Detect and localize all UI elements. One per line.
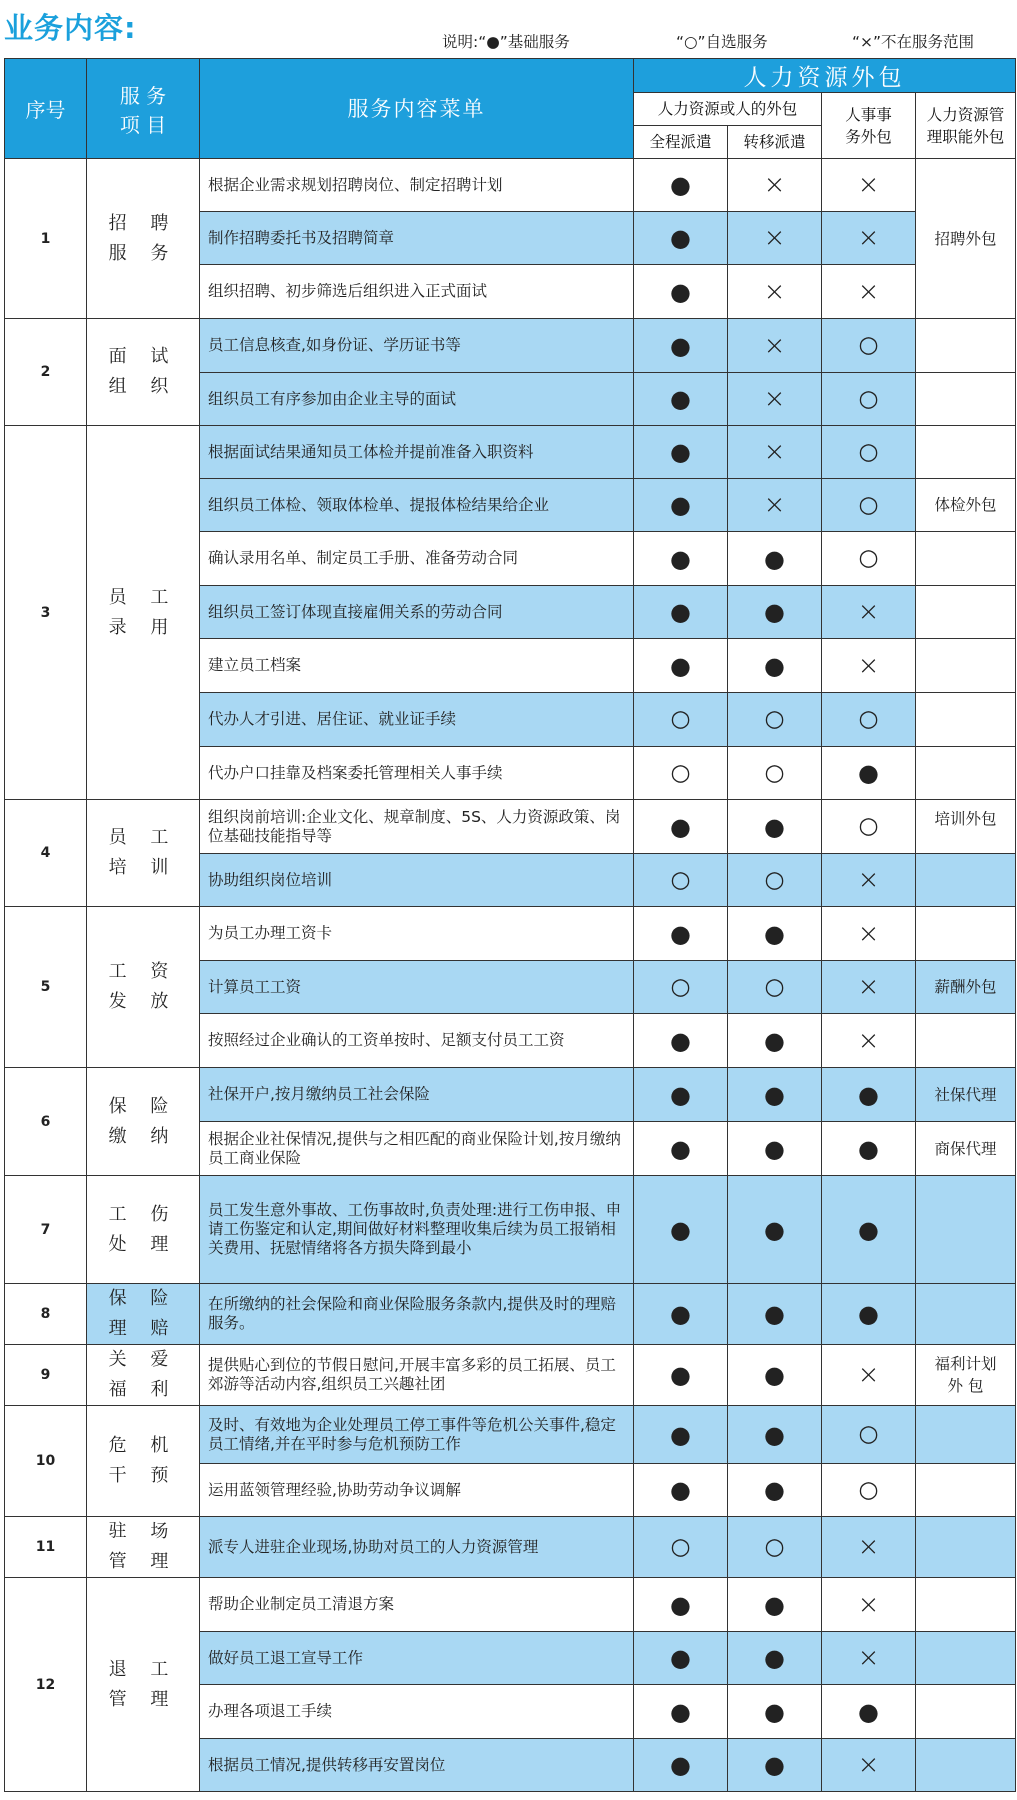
full-dispatch-cell: [634, 1176, 728, 1284]
optional-service-mark: ○: [764, 1533, 785, 1560]
table-row: [5, 907, 1016, 961]
header-full-dispatch: 全程派遣: [634, 126, 728, 159]
hr-affairs-cell: [822, 1122, 916, 1176]
basic-service-mark: ●: [858, 1697, 879, 1726]
basic-service-mark: ●: [670, 1476, 691, 1504]
basic-service-mark: ●: [670, 1697, 691, 1726]
service-category: 工 伤 处 理: [87, 1176, 200, 1284]
service-description: 制作招聘委托书及招聘简章: [200, 212, 634, 265]
hr-affairs-cell: [822, 747, 916, 800]
row-index: 3: [5, 426, 87, 800]
optional-service-mark: ○: [858, 706, 879, 732]
transfer-dispatch-cell: [728, 1464, 822, 1517]
excluded-service-mark: ×: [857, 276, 880, 307]
row-index: 4: [5, 800, 87, 907]
transfer-dispatch-cell: [728, 1176, 822, 1284]
basic-service-mark: ●: [670, 224, 691, 252]
service-category: 员 工 录 用: [87, 426, 200, 800]
hr-affairs-cell: [822, 532, 916, 586]
hr-affairs-cell: [822, 212, 916, 265]
service-category: 工 资 发 放: [87, 907, 200, 1068]
transfer-dispatch-cell: [728, 426, 822, 479]
full-dispatch-cell: [634, 693, 728, 747]
hr-affairs-cell: [822, 159, 916, 212]
basic-service-mark: ●: [764, 1476, 785, 1504]
excluded-service-mark: ×: [763, 330, 786, 361]
hr-mgmt-cell: [916, 1014, 1016, 1068]
service-description: 代办户口挂靠及档案委托管理相关人事手续: [200, 747, 634, 800]
full-dispatch-cell: [634, 1578, 728, 1632]
header-hr-affairs: 人事事 务外包: [822, 93, 916, 159]
page-title: 业务内容:: [4, 11, 137, 45]
transfer-dispatch-cell: [728, 586, 822, 639]
hr-mgmt-cell: [916, 532, 1016, 586]
service-description: 按照经过企业确认的工资单按时、足额支付员工工资: [200, 1014, 634, 1068]
basic-service-mark: ●: [764, 1644, 785, 1672]
service-table: [4, 58, 1016, 1792]
basic-service-mark: ●: [670, 598, 691, 626]
hr-mgmt-cell: 培训外包: [916, 800, 1016, 854]
hr-mgmt-cell: [916, 426, 1016, 479]
hr-affairs-cell: [822, 1578, 916, 1632]
service-description: 为员工办理工资卡: [200, 907, 634, 961]
row-index: 5: [5, 907, 87, 1068]
service-description: 及时、有效地为企业处理员工停工事件等危机公关事件,稳定员工情绪,并在平时参与危机预防工作: [200, 1406, 634, 1464]
table-row: [5, 1284, 1016, 1345]
hr-mgmt-cell: [916, 1176, 1016, 1284]
transfer-dispatch-cell: [728, 1406, 822, 1464]
basic-service-mark: ●: [670, 1134, 691, 1163]
transfer-dispatch-cell: [728, 212, 822, 265]
full-dispatch-cell: [634, 373, 728, 426]
row-index: 1: [5, 159, 87, 319]
service-description: 根据员工情况,提供转移再安置岗位: [200, 1739, 634, 1792]
optional-service-mark: ○: [764, 973, 785, 1000]
hr-mgmt-cell: [916, 1578, 1016, 1632]
service-description: 在所缴纳的社会保险和商业保险服务条款内,提供及时的理赔服务。: [200, 1284, 634, 1345]
hr-mgmt-cell: 招聘外包: [916, 159, 1016, 319]
excluded-service-mark: ×: [857, 918, 880, 949]
basic-service-mark: ●: [670, 491, 691, 519]
optional-service-mark: ○: [858, 813, 879, 839]
full-dispatch-cell: [634, 907, 728, 961]
basic-service-mark: ●: [670, 1590, 691, 1619]
service-category: 面 试 组 织: [87, 319, 200, 426]
full-dispatch-cell: [634, 1284, 728, 1345]
full-dispatch-cell: [634, 1068, 728, 1122]
table-row: [5, 319, 1016, 373]
excluded-service-mark: ×: [857, 865, 880, 895]
row-index: 11: [5, 1517, 87, 1578]
service-description: 办理各项退工手续: [200, 1685, 634, 1739]
full-dispatch-cell: [634, 854, 728, 907]
full-dispatch-cell: [634, 639, 728, 693]
optional-service-mark: ○: [858, 491, 879, 518]
basic-service-mark: ●: [670, 1420, 691, 1449]
basic-service-mark: ●: [670, 1026, 691, 1055]
hr-mgmt-cell: [916, 1517, 1016, 1578]
service-category: 退 工 管 理: [87, 1578, 200, 1792]
full-dispatch-cell: [634, 1406, 728, 1464]
optional-service-mark: ○: [764, 866, 785, 893]
service-description: 组织员工有序参加由企业主导的面试: [200, 373, 634, 426]
hr-affairs-cell: [822, 800, 916, 854]
service-category: 员 工 培 训: [87, 800, 200, 907]
basic-service-mark: ●: [670, 544, 691, 573]
hr-mgmt-cell: [916, 1406, 1016, 1464]
legend-optional: “○”自选服务: [676, 33, 768, 51]
transfer-dispatch-cell: [728, 1517, 822, 1578]
excluded-service-mark: ×: [857, 1360, 880, 1390]
excluded-service-mark: ×: [857, 223, 880, 253]
basic-service-mark: ●: [764, 598, 785, 626]
hr-mgmt-cell: [916, 1284, 1016, 1345]
row-index: 2: [5, 319, 87, 426]
transfer-dispatch-cell: [728, 907, 822, 961]
hr-mgmt-cell: 福利计划 外 包: [916, 1345, 1016, 1406]
excluded-service-mark: ×: [857, 1643, 880, 1673]
basic-service-mark: ●: [670, 1080, 691, 1109]
transfer-dispatch-cell: [728, 639, 822, 693]
table-row: [5, 1517, 1016, 1578]
hr-mgmt-cell: [916, 693, 1016, 747]
transfer-dispatch-cell: [728, 747, 822, 800]
transfer-dispatch-cell: [728, 1739, 822, 1792]
hr-affairs-cell: [822, 854, 916, 907]
service-category: 关 爱 福 利: [87, 1345, 200, 1406]
excluded-service-mark: ×: [763, 437, 786, 467]
header-transfer-dispatch: 转移派遣: [728, 126, 822, 159]
basic-service-mark: ●: [670, 277, 691, 306]
basic-service-mark: ●: [764, 1361, 785, 1389]
hr-affairs-cell: [822, 907, 916, 961]
optional-service-mark: ○: [858, 385, 879, 412]
optional-service-mark: ○: [670, 706, 691, 732]
excluded-service-mark: ×: [857, 597, 880, 627]
hr-mgmt-cell: 社保代理: [916, 1068, 1016, 1122]
basic-service-mark: ●: [764, 1300, 785, 1328]
transfer-dispatch-cell: [728, 693, 822, 747]
row-index: 7: [5, 1176, 87, 1284]
transfer-dispatch-cell: [728, 265, 822, 319]
excluded-service-mark: ×: [763, 276, 786, 307]
service-description: 帮助企业制定员工清退方案: [200, 1578, 634, 1632]
basic-service-mark: ●: [670, 171, 691, 199]
basic-service-mark: ●: [764, 1751, 785, 1779]
full-dispatch-cell: [634, 1122, 728, 1176]
excluded-service-mark: ×: [857, 650, 880, 681]
basic-service-mark: ●: [670, 438, 691, 466]
service-category: 保 险 缴 纳: [87, 1068, 200, 1176]
excluded-service-mark: ×: [763, 490, 786, 520]
service-description: 运用蓝领管理经验,协助劳动争议调解: [200, 1464, 634, 1517]
basic-service-mark: ●: [670, 1361, 691, 1389]
basic-service-mark: ●: [670, 812, 691, 841]
header-outsourcing: 人力资源外包: [634, 59, 1016, 93]
row-index: 9: [5, 1345, 87, 1406]
service-description: 组织员工体检、领取体检单、提报体检结果给企业: [200, 479, 634, 532]
hr-mgmt-cell: [916, 854, 1016, 907]
transfer-dispatch-cell: [728, 1345, 822, 1406]
service-description: 社保开户,按月缴纳员工社会保险: [200, 1068, 634, 1122]
transfer-dispatch-cell: [728, 1685, 822, 1739]
header-personnel-outsource: 人力资源或人的外包: [634, 93, 822, 126]
hr-affairs-cell: [822, 373, 916, 426]
transfer-dispatch-cell: [728, 319, 822, 373]
hr-mgmt-cell: [916, 1632, 1016, 1685]
service-description: 确认录用名单、制定员工手册、准备劳动合同: [200, 532, 634, 586]
transfer-dispatch-cell: [728, 1122, 822, 1176]
basic-service-mark: ●: [764, 919, 785, 948]
full-dispatch-cell: [634, 1739, 728, 1792]
excluded-service-mark: ×: [857, 1025, 880, 1056]
basic-service-mark: ●: [764, 1080, 785, 1109]
full-dispatch-cell: [634, 1632, 728, 1685]
basic-service-mark: ●: [670, 331, 691, 360]
basic-service-mark: ●: [764, 812, 785, 841]
optional-service-mark: ○: [858, 438, 879, 465]
service-description: 员工发生意外事故、工伤事故时,负责处理:进行工伤申报、申请工伤鉴定和认定,期间做好材料整理收集后续为员工报销相关费用、抚慰情绪将各方损失降到最小: [200, 1176, 634, 1284]
table-row: [5, 1406, 1016, 1464]
header-menu: 服务内容菜单: [200, 59, 634, 159]
hr-affairs-cell: [822, 961, 916, 1014]
full-dispatch-cell: [634, 265, 728, 319]
service-category: 保 险 理 赔: [87, 1284, 200, 1345]
hr-affairs-cell: [822, 693, 916, 747]
full-dispatch-cell: [634, 532, 728, 586]
hr-affairs-cell: [822, 1284, 916, 1345]
hr-affairs-cell: [822, 1464, 916, 1517]
basic-service-mark: ●: [670, 1644, 691, 1672]
hr-mgmt-cell: [916, 319, 1016, 373]
optional-service-mark: ○: [670, 759, 691, 786]
full-dispatch-cell: [634, 1345, 728, 1406]
service-description: 根据企业需求规划招聘岗位、制定招聘计划: [200, 159, 634, 212]
service-category: 驻 场 管 理: [87, 1517, 200, 1578]
optional-service-mark: ○: [858, 1476, 879, 1503]
service-description: 计算员工工资: [200, 961, 634, 1014]
service-description: 做好员工退工宣导工作: [200, 1632, 634, 1685]
service-description: 员工信息核查,如身份证、学历证书等: [200, 319, 634, 373]
transfer-dispatch-cell: [728, 1068, 822, 1122]
row-index: 8: [5, 1284, 87, 1345]
table-row: [5, 1068, 1016, 1122]
transfer-dispatch-cell: [728, 854, 822, 907]
table-row: [5, 1176, 1016, 1284]
hr-mgmt-cell: [916, 1464, 1016, 1517]
row-index: 6: [5, 1068, 87, 1176]
basic-service-mark: ●: [764, 651, 785, 680]
hr-affairs-cell: [822, 1739, 916, 1792]
hr-affairs-cell: [822, 1014, 916, 1068]
basic-service-mark: ●: [764, 1134, 785, 1163]
basic-service-mark: ●: [670, 651, 691, 680]
table-row: [5, 159, 1016, 212]
excluded-service-mark: ×: [857, 1750, 880, 1780]
hr-mgmt-cell: [916, 373, 1016, 426]
hr-affairs-cell: [822, 479, 916, 532]
optional-service-mark: ○: [764, 759, 785, 786]
excluded-service-mark: ×: [763, 223, 786, 253]
excluded-service-mark: ×: [857, 170, 880, 200]
hr-mgmt-cell: [916, 586, 1016, 639]
transfer-dispatch-cell: [728, 373, 822, 426]
transfer-dispatch-cell: [728, 961, 822, 1014]
full-dispatch-cell: [634, 961, 728, 1014]
full-dispatch-cell: [634, 479, 728, 532]
transfer-dispatch-cell: [728, 800, 822, 854]
table-row: [5, 800, 1016, 854]
optional-service-mark: ○: [764, 706, 785, 732]
legend-excluded: “×”不在服务范围: [852, 33, 975, 51]
optional-service-mark: ○: [858, 545, 879, 571]
basic-service-mark: ●: [764, 1697, 785, 1726]
excluded-service-mark: ×: [857, 1589, 880, 1620]
transfer-dispatch-cell: [728, 1014, 822, 1068]
transfer-dispatch-cell: [728, 1578, 822, 1632]
basic-service-mark: ●: [670, 1300, 691, 1328]
full-dispatch-cell: [634, 212, 728, 265]
transfer-dispatch-cell: [728, 159, 822, 212]
optional-service-mark: ○: [670, 866, 691, 893]
full-dispatch-cell: [634, 586, 728, 639]
hr-mgmt-cell: [916, 1739, 1016, 1792]
basic-service-mark: ●: [858, 1215, 879, 1244]
hr-affairs-cell: [822, 265, 916, 319]
service-description: 根据企业社保情况,提供与之相匹配的商业保险计划,按月缴纳员工商业保险: [200, 1122, 634, 1176]
basic-service-mark: ●: [858, 1080, 879, 1109]
hr-affairs-cell: [822, 1345, 916, 1406]
legend: [442, 28, 1014, 54]
row-index: 12: [5, 1578, 87, 1792]
optional-service-mark: ○: [670, 973, 691, 1000]
excluded-service-mark: ×: [857, 972, 880, 1002]
service-description: 组织员工签订体现直接雇佣关系的劳动合同: [200, 586, 634, 639]
full-dispatch-cell: [634, 1685, 728, 1739]
service-description: 提供贴心到位的节假日慰问,开展丰富多彩的员工拓展、员工郊游等活动内容,组织员工兴趣社团: [200, 1345, 634, 1406]
service-description: 代办人才引进、居住证、就业证手续: [200, 693, 634, 747]
optional-service-mark: ○: [858, 332, 879, 358]
basic-service-mark: ●: [670, 919, 691, 948]
service-description: 协助组织岗位培训: [200, 854, 634, 907]
service-description: 组织招聘、初步筛选后组织进入正式面试: [200, 265, 634, 319]
basic-service-mark: ●: [670, 1751, 691, 1779]
basic-service-mark: ●: [670, 385, 691, 413]
legend-basic: 说明:“●”基础服务: [442, 33, 570, 51]
hr-mgmt-cell: [916, 907, 1016, 961]
hr-affairs-cell: [822, 1632, 916, 1685]
hr-affairs-cell: [822, 1068, 916, 1122]
hr-mgmt-cell: 薪酬外包: [916, 961, 1016, 1014]
full-dispatch-cell: [634, 1464, 728, 1517]
table-row: [5, 1578, 1016, 1632]
hr-affairs-cell: [822, 1176, 916, 1284]
header-index: 序号: [5, 59, 87, 159]
hr-mgmt-cell: [916, 1685, 1016, 1739]
hr-mgmt-cell: 商保代理: [916, 1122, 1016, 1176]
basic-service-mark: ●: [858, 759, 879, 787]
header-hr-mgmt: 人力资源管 理职能外包: [916, 93, 1016, 159]
header-category: 服 务 项 目: [87, 59, 200, 159]
service-category: 招 聘 服 务: [87, 159, 200, 319]
full-dispatch-cell: [634, 1517, 728, 1578]
service-description: 建立员工档案: [200, 639, 634, 693]
basic-service-mark: ●: [764, 1215, 785, 1244]
service-description: 根据面试结果通知员工体检并提前准备入职资料: [200, 426, 634, 479]
hr-affairs-cell: [822, 426, 916, 479]
basic-service-mark: ●: [764, 544, 785, 573]
optional-service-mark: ○: [670, 1533, 691, 1560]
basic-service-mark: ●: [670, 1215, 691, 1244]
excluded-service-mark: ×: [763, 170, 786, 200]
hr-affairs-cell: [822, 319, 916, 373]
hr-affairs-cell: [822, 1517, 916, 1578]
full-dispatch-cell: [634, 747, 728, 800]
basic-service-mark: ●: [764, 1026, 785, 1055]
basic-service-mark: ●: [764, 1420, 785, 1449]
hr-affairs-cell: [822, 586, 916, 639]
optional-service-mark: ○: [858, 1421, 879, 1447]
hr-mgmt-cell: [916, 747, 1016, 800]
service-category: 危 机 干 预: [87, 1406, 200, 1517]
full-dispatch-cell: [634, 426, 728, 479]
full-dispatch-cell: [634, 800, 728, 854]
hr-mgmt-cell: [916, 639, 1016, 693]
table-row: [5, 426, 1016, 479]
full-dispatch-cell: [634, 159, 728, 212]
basic-service-mark: ●: [858, 1134, 879, 1163]
full-dispatch-cell: [634, 319, 728, 373]
transfer-dispatch-cell: [728, 1284, 822, 1345]
transfer-dispatch-cell: [728, 1632, 822, 1685]
hr-affairs-cell: [822, 639, 916, 693]
row-index: 10: [5, 1406, 87, 1517]
table-row: [5, 1345, 1016, 1406]
transfer-dispatch-cell: [728, 532, 822, 586]
basic-service-mark: ●: [764, 1590, 785, 1619]
excluded-service-mark: ×: [763, 384, 786, 414]
transfer-dispatch-cell: [728, 479, 822, 532]
excluded-service-mark: ×: [857, 1532, 880, 1562]
service-description: 组织岗前培训:企业文化、规章制度、5S、人力资源政策、岗位基础技能指导等: [200, 800, 634, 854]
hr-mgmt-cell: 体检外包: [916, 479, 1016, 532]
service-description: 派专人进驻企业现场,协助对员工的人力资源管理: [200, 1517, 634, 1578]
hr-affairs-cell: [822, 1685, 916, 1739]
hr-affairs-cell: [822, 1406, 916, 1464]
basic-service-mark: ●: [858, 1300, 879, 1328]
full-dispatch-cell: [634, 1014, 728, 1068]
